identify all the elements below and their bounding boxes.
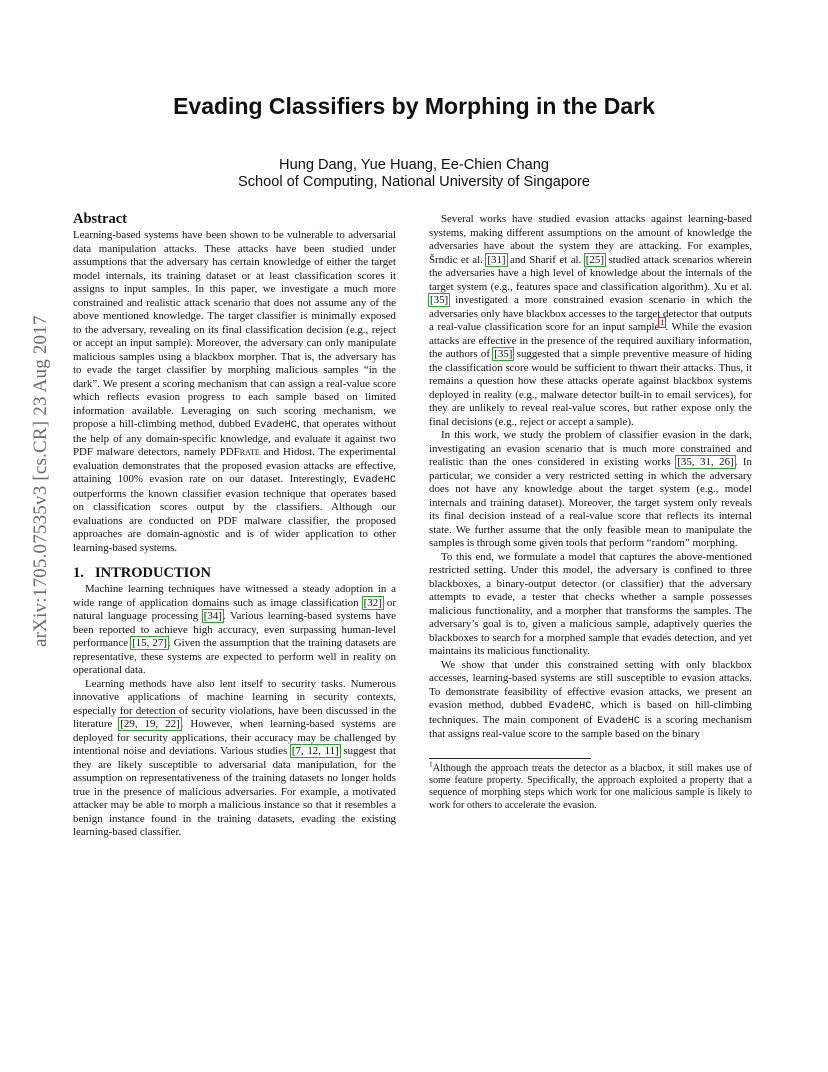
right-p4-text-a: We show that under this constrained setting with only blackbox accesses, learning-based systems are still susceptible to evasion attacks. To demonstrate feasibility of effective evasion attacks, we present an evasion method, dubbed: [429, 658, 752, 711]
arxiv-identifier: [26, 287, 56, 647]
footnote-divider: [429, 758, 591, 759]
intro-p1-text-d: . Given the assumption that the training datasets are representative, these systems are expected to perform well in reality on operational data.: [73, 637, 396, 676]
code-evadehc: EvadeHC: [597, 715, 640, 727]
abstract-text-3: and Hidost. The experimental evaluation demonstrates that the proposed evasion attacks are effective, attaining 100% evasion rate on our dataset. Interestingly,: [73, 446, 396, 485]
intro-p1-text-c: . Various learning-based systems have been reported to achieve high accuracy, even surpassing human-level performance: [73, 610, 397, 649]
introduction-heading: [73, 564, 396, 582]
intro-p2-text-a: Learning methods have also lent itself to security tasks. Numerous innovative applications of machine learning in security contexts, especially for detection of security violations, have been discussed in the literature: [73, 677, 396, 730]
section-title: INTRODUCTION: [95, 565, 212, 581]
paper-title: Evading Classifiers by Morphing in the Dark: [173, 93, 655, 119]
footnote-mark: 1: [429, 759, 433, 769]
intro-paragraph-1: [73, 583, 396, 678]
right-paragraph-3: To this end, we formulate a model that captures the above-mentioned restricted setting. Under this model, the adversary is confined to three blackboxes, a binary-output detector (or classifier) that the adversary attempts to evade, a tester that checks whether a sample possesses malicious functionality, and a morpher that transforms the samples. The adversary’s goal is to, given a malicious sample, adaptively queries the blackboxes to search for a morphed sample that evades detection, and yet maintains its malicious functionality.: [429, 550, 752, 657]
citation-link[interactable]: [15, 27]: [132, 637, 167, 649]
footnote: [429, 759, 752, 813]
right-p4-text-c: is a scoring mechanism that assigns real-value score to the sample based on the binary: [429, 713, 752, 740]
right-p4-text-b: , which is based on hill-climbing techniques. The main component of: [429, 699, 752, 726]
abstract-heading: Abstract: [73, 211, 127, 227]
right-p2-text-b: . In particular, we consider a very restricted setting in which the adversary does not have any knowledge about the target system (e.g., model internals and training dataset). Moreover, the target system only reveals its final decision instead of a real-value score that reflects its internal state. We further assume that the only feasible mean to manipulate the samples is through some given tools that perform “random” morphing.: [429, 456, 752, 549]
citation-link[interactable]: [35]: [494, 348, 513, 360]
citation-link[interactable]: [25]: [585, 253, 604, 266]
abstract-paragraph: [73, 229, 396, 555]
author-names: Hung Dang, Yue Huang, Ee-Chien Chang: [279, 157, 549, 173]
intro-p1-text-b: or natural language processing: [73, 596, 396, 622]
author-block: [90, 157, 738, 191]
citation-link[interactable]: [35, 31, 26]: [677, 456, 734, 468]
right-p1-text-e: . While the evasion attacks are effective in the presence of the required auxiliary information, the authors of: [429, 321, 752, 360]
abstract-text-4: outperforms the known classifier evasion technique that operates based on classification scores output by the classifiers. Although our evaluations are conducted on PDF malware classifier, the proposed approaches are domain-agnostic and is of wider application to other learning-based systems.: [73, 487, 396, 554]
right-p1-text-b: and Sharif et al.: [506, 253, 585, 266]
author-affiliation: School of Computing, National University of Singapore: [237, 174, 591, 190]
abstract-smallcaps-rate: rate: [239, 446, 260, 458]
right-column: [429, 213, 752, 812]
citation-link[interactable]: [35]: [430, 294, 449, 306]
right-p1-text-a: Several works have studied evasion attacks against learning-based systems, making different assumptions on the amount of knowledge the adversaries have about the system they are attacking. For examples, Šrndic et al.: [429, 213, 752, 266]
arxiv-identifier-text: arXiv:1705.07535v3 [cs.CR] 23 Aug 2017: [30, 315, 51, 647]
abstract-code-evadehc-1: EvadeHC: [254, 420, 297, 431]
right-paragraph-2: [429, 429, 752, 551]
citation-link[interactable]: [32]: [363, 596, 382, 609]
right-p1-text-c: studied attack scenarios wherein the adversaries have a high level of knowledge about the internals of the target system (e.g., features space and classification algorithm). Xu et al.: [429, 253, 752, 293]
right-p1-text-d: investigated a more constrained evasion scenario in which the adversaries only have blackbox accesses to the target detector that outputs a real-value classification score for an input sample: [429, 294, 752, 333]
footnote-text: Although the approach treats the detector as a blacbox, it still makes use of some feature property. Specifically, the approach exploited a property that a sequence of morphing steps which work for one malicious sample is likely to work for others to accelerate the evasion.: [429, 762, 752, 811]
abstract-code-evadehc-2: EvadeHC: [353, 475, 396, 486]
right-p2-text-a: In this work, we study the problem of classifier evasion in the dark, investigating an evasion scenario that is much more constrained and realistic than the ones considered in existing works: [429, 429, 752, 468]
section-number: 1.: [73, 565, 84, 581]
intro-paragraph-2: [73, 678, 396, 840]
intro-p2-text-b: . However, when learning-based systems are deployed for security applications, their accuracy may be challenged by intentional noise and deviations. Various studies: [73, 718, 396, 757]
left-column: [73, 210, 396, 840]
intro-p2-text-c: suggest that they are likely susceptible to adversarial data manipulation, for the assumption on representativeness of the training datasets no longer holds true in the presence of malicious adversaries. For example, a motivated attacker may be able to morph a malicious instance so that it resembles a benign instance found in the training datasets, evading the existing learning-based classifier.: [73, 745, 396, 838]
intro-p1-text-a: Machine learning techniques have witnessed a steady adoption in a wide range of application domains such as image classification: [73, 583, 396, 609]
code-evadehc: EvadeHC: [548, 701, 592, 712]
abstract-text-1: Learning-based systems have been shown to be vulnerable to adversarial data manipulation attacks. These attacks have been studied under assumptions that the adversary has certain knowledge of either the target model internals, its training dataset or at least classification scores it assigns to input samples. In this paper, we investigate a much more constrained and realistic attack scenario that does not assume any of the above mentioned knowledge. The target classifier is minimally exposed to the adversary, revealing on its final classification decision (e.g., reject or accept an input sample). Moreover, the adversary can only manipulate malicious samples using a blackbox morpher. That is, the adversary has to evade the target classifier by morphing malicious samples “in the dark”. We present a scoring mechanism that can assign a real-value score which reflects evasion progress to each sample based on limited information available. Leveraging on such scoring mechanism, we propose a hill-climbing method, dubbed: [73, 229, 396, 430]
footnote-link[interactable]: 1: [660, 318, 665, 328]
citation-link[interactable]: [31]: [487, 253, 506, 266]
citation-link[interactable]: [34]: [203, 610, 222, 622]
abstract-text-2: , that operates without the help of any domain-specific knowledge, and evaluate it against two PDF malware detectors, namely PDF: [73, 418, 396, 458]
right-p1-text-f: suggested that a simple preventive measure of hiding the classification score would be sufficient to thwart their attacks. Thus, it remains a question how these attacks operate against blackbox systems deployed in reality (e.g., malware detector built-in to email services), for they are unlikely to reveal real-value scores, but rather expose only the final decisions (e.g., reject or accept a sample).: [429, 348, 752, 428]
right-paragraph-4: [429, 659, 752, 742]
citation-link[interactable]: [29, 19, 22]: [120, 718, 180, 730]
right-paragraph-1: [429, 213, 752, 429]
citation-link[interactable]: [7, 12, 11]: [291, 745, 339, 757]
